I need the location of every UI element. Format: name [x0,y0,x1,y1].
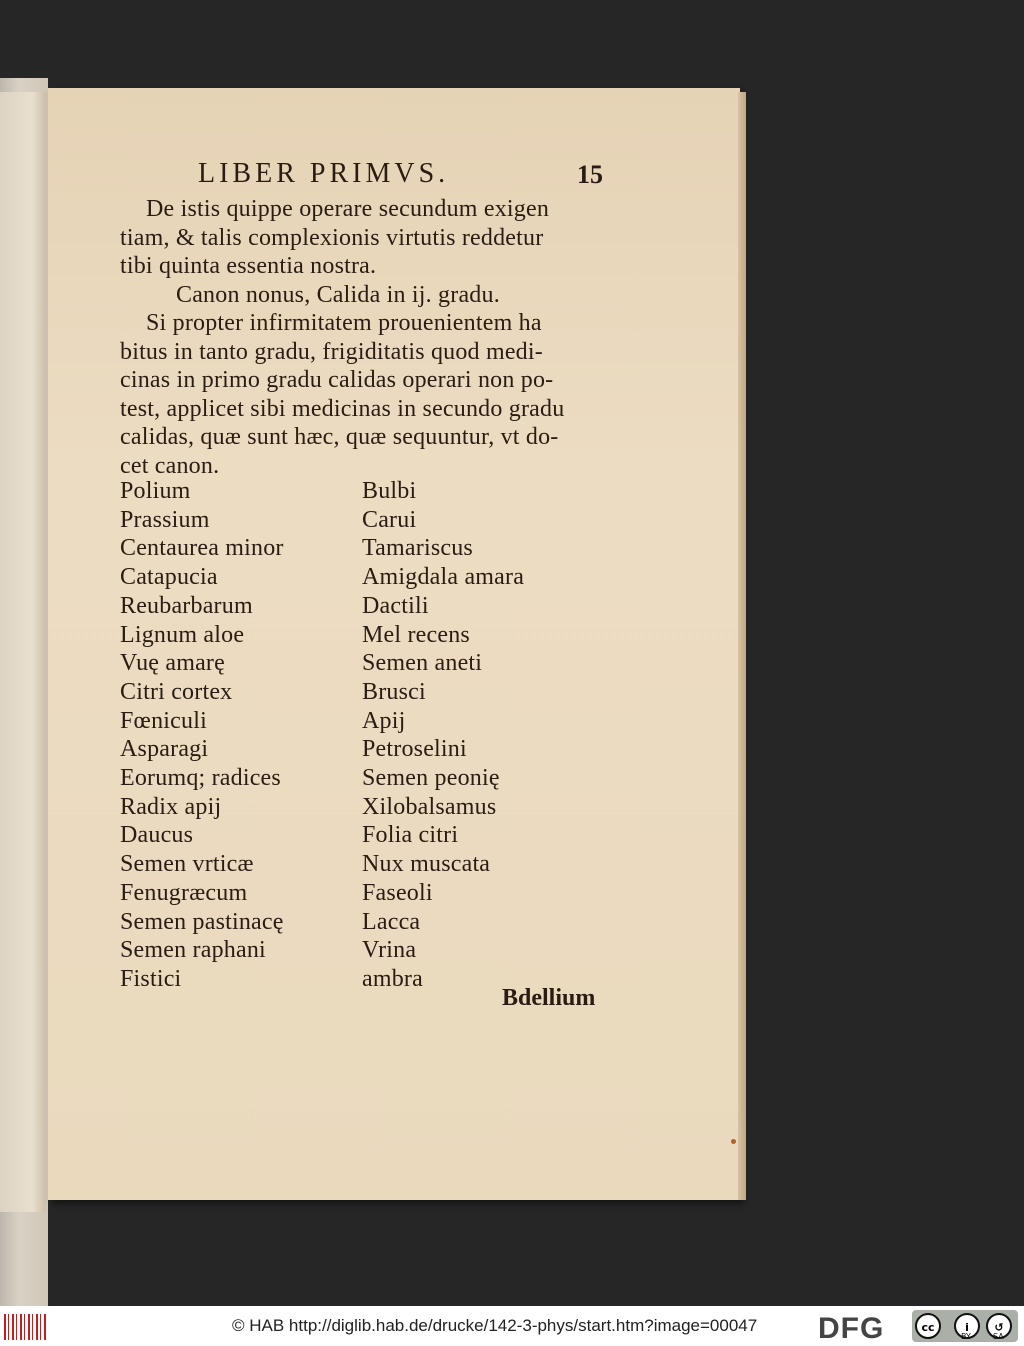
ingredient-item: Apij [362,707,406,734]
ingredient-item: Tamariscus [362,535,473,562]
ingredient-item: Catapucia [120,564,218,591]
ingredient-item: Amigdala amara [362,564,525,591]
ingredient-item: Brusci [362,678,426,705]
body-line: cet canon. [120,453,220,479]
ingredient-item: Fœniculi [120,707,207,734]
ingredient-item: Faseoli [362,879,433,906]
sa-label: SA [993,1332,1004,1341]
cc-icon: cc [915,1313,941,1339]
ingredient-item: Eorumq; radices [120,765,281,791]
body-line: test, applicet sibi medicinas in secundo gradu [120,396,565,422]
ingredient-item: Petroselini [362,736,467,763]
ingredient-item: Asparagi [120,736,209,763]
ingredient-item: Daucus [120,822,194,849]
ingredient-item: Reubarbarum [120,592,253,619]
folio-number: 15 [577,160,603,189]
ingredient-item: ambra [362,965,423,992]
ingredient-item: Radix apij [120,793,222,820]
page-edge [738,92,746,1200]
ingredient-item: Bulbi [362,478,417,504]
ingredient-item: Vrina [362,937,417,964]
ingredient-item: Xilobalsamus [362,793,497,820]
body-line: tibi quinta essentia nostra. [120,253,377,279]
ingredient-item: Carui [362,506,417,533]
ingredient-item: Vuę amarę [120,650,225,677]
ingredient-item: Semen vrticæ [120,851,254,878]
ingredient-item: Citri cortex [120,678,233,705]
ingredient-item: Lacca [362,908,421,935]
by-icon: i [954,1313,980,1339]
ink-spot [731,1139,736,1144]
ingredient-item: Lignum aloe [120,621,245,648]
body-line: bitus in tanto gradu, frigiditatis quod medi- [120,339,543,365]
running-head: LIBER PRIMVS. [198,158,450,189]
ingredient-item: Semen raphani [120,937,266,964]
ingredient-item: Polium [120,478,191,504]
by-label: BY [961,1332,971,1341]
body-line: De istis quippe operare secundum exigen [146,196,550,222]
ingredient-item: Prassium [120,506,210,533]
footer-link[interactable]: © HAB http://diglib.hab.de/drucke/142-3-phys/start.htm?image=00047 [232,1316,758,1335]
ingredient-item: Nux muscata [362,851,491,878]
body-line: calidas, quæ sunt hæc, quæ sequuntur, vt do- [120,424,559,450]
dfg-logo: DFG [818,1312,885,1345]
ingredient-item: Semen aneti [362,650,483,677]
ingredient-item: Dactili [362,592,429,619]
body-line: Canon nonus, Calida in ij. gradu. [176,282,500,308]
ingredient-item: Mel recens [362,621,470,648]
sa-icon: ↺ [986,1313,1012,1339]
body-line: tiam, & talis complexionis virtutis reddetur [120,225,544,251]
ingredient-item: Centaurea minor [120,535,284,562]
facing-page-edge [0,92,46,1212]
body-line: Si propter infirmitatem prouenientem ha [146,310,542,336]
ingredient-item: Fistici [120,965,182,992]
footer-bar [0,1306,1024,1346]
cc-license-badge[interactable] [912,1310,1018,1342]
hab-logo-icon [4,1314,48,1340]
ingredient-item: Semen pastinacę [120,908,284,935]
ingredient-item: Fenugræcum [120,879,248,906]
ingredient-item: Semen peonię [362,765,500,791]
catchword: Bdellium [502,985,596,1011]
body-line: cinas in primo gradu calidas operari non po- [120,367,554,393]
ingredient-item: Folia citri [362,822,459,849]
